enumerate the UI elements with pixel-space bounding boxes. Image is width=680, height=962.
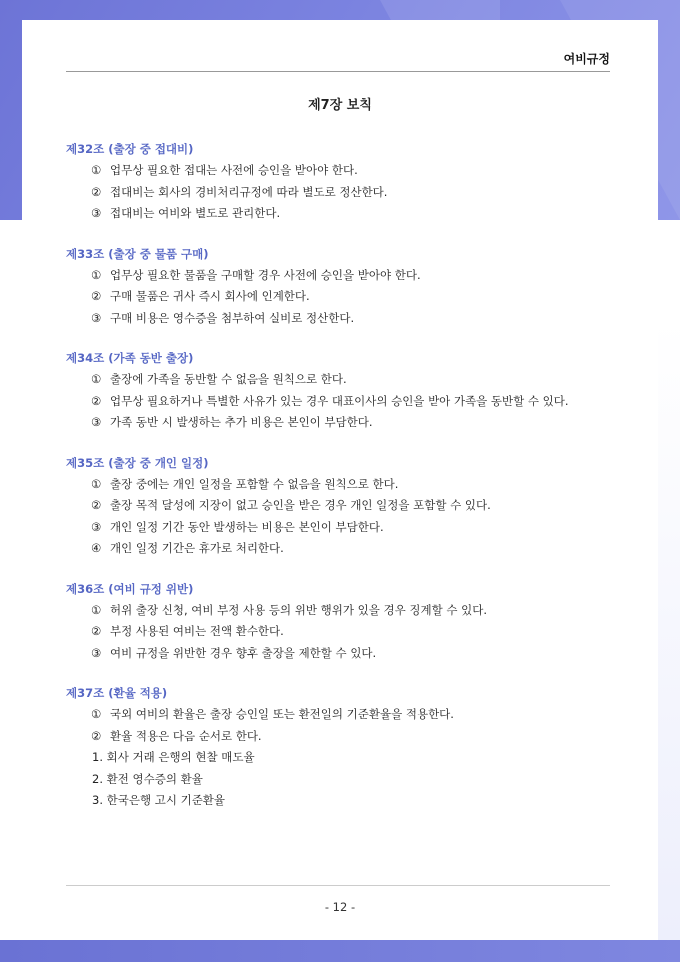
clause (66, 412, 610, 434)
article-title: 제36조 (여비 규정 위반) (66, 581, 194, 596)
article (66, 245, 610, 330)
clause-text: 접대비는 여비와 별도로 관리한다. (110, 206, 281, 220)
clause-number: ③ (91, 519, 102, 534)
clause-text: 업무상 필요한 접대는 사전에 승인을 받아야 한다. (110, 163, 358, 177)
clause-number: ③ (91, 645, 102, 660)
sub-item: 1. 회사 거래 은행의 현찰 매도율 (92, 750, 255, 764)
clause-text: 업무상 필요한 물품을 구매할 경우 사전에 승인을 받아야 한다. (110, 267, 421, 282)
articles-list (66, 140, 610, 832)
clause (66, 391, 610, 413)
document-title: 여비규정 (563, 52, 610, 66)
clause-text: 구매 비용은 영수증을 첨부하여 실비로 정산한다. (110, 310, 355, 325)
clause-number: ③ (91, 206, 102, 220)
article-title: 제33조 (출장 중 물품 구매) (66, 246, 209, 261)
clause-text: 허위 출장 신청, 여비 부정 사용 등의 위반 행위가 있을 경우 징계할 수 있다. (110, 602, 487, 617)
clause-number: ③ (91, 415, 102, 429)
page-header (66, 50, 610, 72)
clause (66, 308, 610, 330)
article (66, 454, 610, 560)
clause-number: ② (91, 498, 102, 512)
article-title: 제35조 (출장 중 개인 일정) (66, 455, 209, 470)
clause-number: ② (91, 624, 102, 638)
clause-number: ② (91, 289, 102, 303)
article-title: 제37조 (환율 적용) (66, 686, 168, 700)
clause-text: 가족 동반 시 발생하는 추가 비용은 본인이 부담한다. (110, 415, 373, 429)
clause-number: ① (91, 476, 102, 491)
clause-text: 출장 목적 달성에 지장이 없고 승인을 받은 경우 개인 일정을 포함할 수 있다. (110, 498, 491, 512)
clause (66, 265, 610, 287)
clause (66, 286, 610, 308)
clause (66, 517, 610, 539)
clause (66, 203, 610, 225)
chapter-title: 제7장 보칙 (308, 98, 372, 113)
clause-text: 개인 일정 기간 동안 발생하는 비용은 본인이 부담한다. (110, 519, 384, 534)
clause-number: ① (91, 602, 102, 617)
article (66, 349, 610, 434)
clause-text: 여비 규정을 위반한 경우 향후 출장을 제한할 수 있다. (110, 645, 377, 660)
clause (66, 621, 610, 643)
article (66, 580, 610, 665)
clause (66, 495, 610, 517)
article (66, 684, 610, 812)
clause-number: ④ (91, 541, 102, 555)
clause-number: ① (91, 707, 102, 721)
clause-text: 개인 일정 기간은 휴가로 처리한다. (110, 541, 284, 555)
footer-band (0, 940, 680, 962)
article-title: 제34조 (가족 동반 출장) (66, 351, 194, 365)
clause-text: 접대비는 회사의 경비처리규정에 따라 별도로 정산한다. (110, 184, 388, 199)
clause (66, 643, 610, 665)
clause-text: 구매 물품은 귀사 즉시 회사에 인계한다. (110, 289, 310, 303)
clause (66, 474, 610, 496)
page-number: - 12 - (324, 900, 356, 914)
footer-divider (66, 885, 610, 886)
clause (66, 704, 610, 726)
clause (66, 369, 610, 391)
sub-item: 3. 한국은행 고시 기준환율 (92, 793, 226, 807)
clause-text: 환율 적용은 다음 순서로 한다. (110, 728, 262, 743)
clause (66, 160, 610, 182)
clause (66, 538, 610, 560)
clause (66, 600, 610, 622)
clause (66, 182, 610, 204)
clause-number: ① (91, 163, 102, 177)
clause-text: 출장에 가족을 동반할 수 없음을 원칙으로 한다. (110, 372, 347, 386)
sub-item: 2. 환전 영수증의 환율 (92, 771, 203, 786)
document-page (22, 20, 658, 940)
clause-number: ② (91, 728, 102, 743)
clause-text: 국외 여비의 환율은 출장 승인일 또는 환전일의 기준환율을 적용한다. (110, 707, 454, 721)
clause-text: 출장 중에는 개인 일정을 포함할 수 없음을 원칙으로 한다. (110, 476, 399, 491)
article (66, 140, 610, 225)
clause-number: ① (91, 267, 102, 282)
clause-text: 업무상 필요하거나 특별한 사유가 있는 경우 대표이사의 승인을 받아 가족을 동반할 수 있다. (110, 393, 569, 408)
clause-number: ③ (91, 310, 102, 325)
clause-number: ② (91, 184, 102, 199)
clause-number: ① (91, 372, 102, 386)
clause (66, 726, 610, 748)
clause-number: ② (91, 393, 102, 408)
article-title: 제32조 (출장 중 접대비) (66, 142, 194, 156)
clause-text: 부정 사용된 여비는 전액 환수한다. (110, 624, 284, 638)
